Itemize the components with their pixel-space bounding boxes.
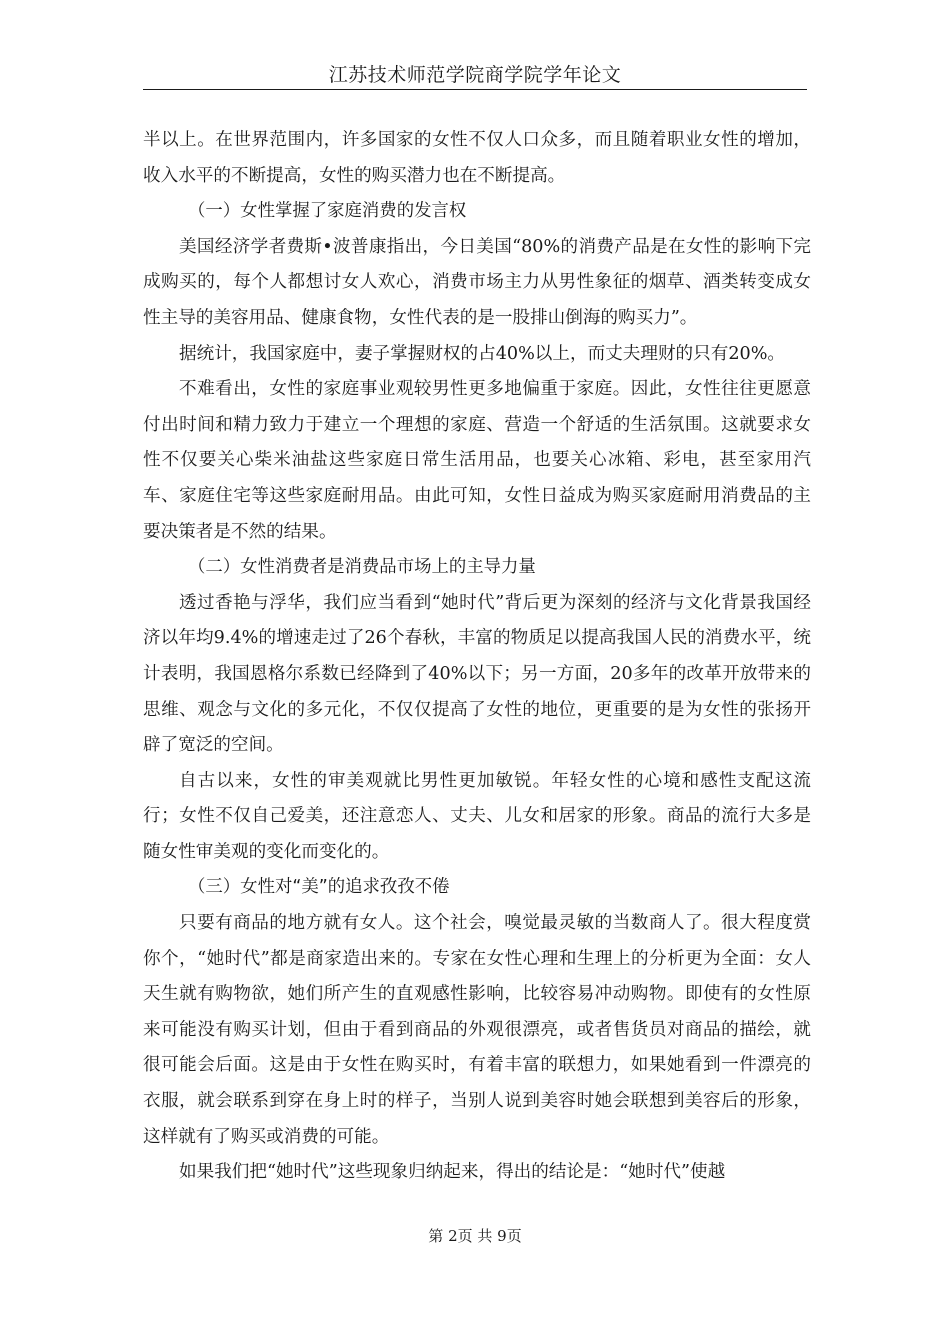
paragraph-popcorn-quote: 美国经济学者费斯•波普康指出，今日美国“80%的消费产品是在女性的影响下完成购买的，每个人都想讨女人欢心，消费市场主力从男性象征的烟草、酒类转变成女性主导的美容用品、健康食物，女性代表的是一股排山倒海的购买力”。: [143, 236, 811, 328]
section-heading-3: （三）女性对“美”的追求孜孜不倦: [188, 877, 450, 898]
paragraph-aesthetics: 自古以来，女性的审美观就比男性更加敏锐。年轻女性的心境和感性支配这流行；女性不仅自己爱美，还注意恋人、丈夫、儿女和居家的形象。商品的流行大多是随女性审美观的变化而变化的。: [143, 770, 811, 862]
header-divider: [143, 89, 807, 90]
document-header-title: 江苏技术师范学院商学院学年论文: [328, 64, 622, 86]
page-number-footer: 第 2页 共 9页: [428, 1227, 522, 1245]
paragraph-family-orientation: 不难看出，女性的家庭事业观较男性更多地偏重于家庭。因此，女性往往更愿意付出时间和精力致力于建立一个理想的家庭、营造一个舒适的生活氛围。这就要求女性不仅要关心柴米油盐这些家庭日常生活用品，也要关心冰箱、彩电，甚至家用汽车、家庭住宅等这些家庭耐用品。由此可知，女性日益成为购买家庭耐用消费品的主要决策者是不然的结果。: [143, 379, 811, 542]
paragraph-continuation: 半以上。在世界范围内，许多国家的女性不仅人口众多，而且随着职业女性的增加，收入水平的不断提高，女性的购买潜力也在不断提高。: [143, 130, 811, 186]
paragraph-shopping-psychology: 只要有商品的地方就有女人。这个社会，嗅觉最灵敏的当数商人了。很大程度赏你个，“她时代”都是商家造出来的。专家在女性心理和生理上的分析更为全面：女人天生就有购物欲，她们所产生的直观感性影响，比较容易冲动购物。即使有的女性原来可能没有购买计划，但由于看到商品的外观很漂亮，或者售货员对商品的描绘，就很可能会后面。这是由于女性在购买时，有着丰富的联想力，如果她看到一件漂亮的衣服，就会联系到穿在身上时的样子，当别人说到美容时她会联想到美容后的形象，这样就有了购买或消费的可能。: [143, 913, 811, 1147]
paragraph-statistics: 据统计，我国家庭中，妻子掌握财权的占40%以上，而丈夫理财的只有20%。: [179, 343, 786, 364]
section-heading-1: （一）女性掌握了家庭消费的发言权: [188, 201, 467, 222]
paragraph-conclusion-start: 如果我们把“她时代”这些现象归纳起来，得出的结论是：“她时代”使越: [179, 1162, 726, 1183]
paragraph-economic-background: 透过香艳与浮华，我们应当看到“她时代”背后更为深刻的经济与文化背景我国经济以年均9.4%的增速走过了26个春秋，丰富的物质足以提高我国人民的消费水平，统计表明，我国恩格尔系数已经降到了40%以下；另一方面，20多年的改革开放带来的思维、观念与文化的多元化，不仅仅提高了女性的地位，更重要的是为女性的张扬开辟了宽泛的空间。: [143, 592, 811, 756]
document-body: [143, 123, 811, 1191]
section-heading-2: （二）女性消费者是消费品市场上的主导力量: [188, 557, 536, 578]
